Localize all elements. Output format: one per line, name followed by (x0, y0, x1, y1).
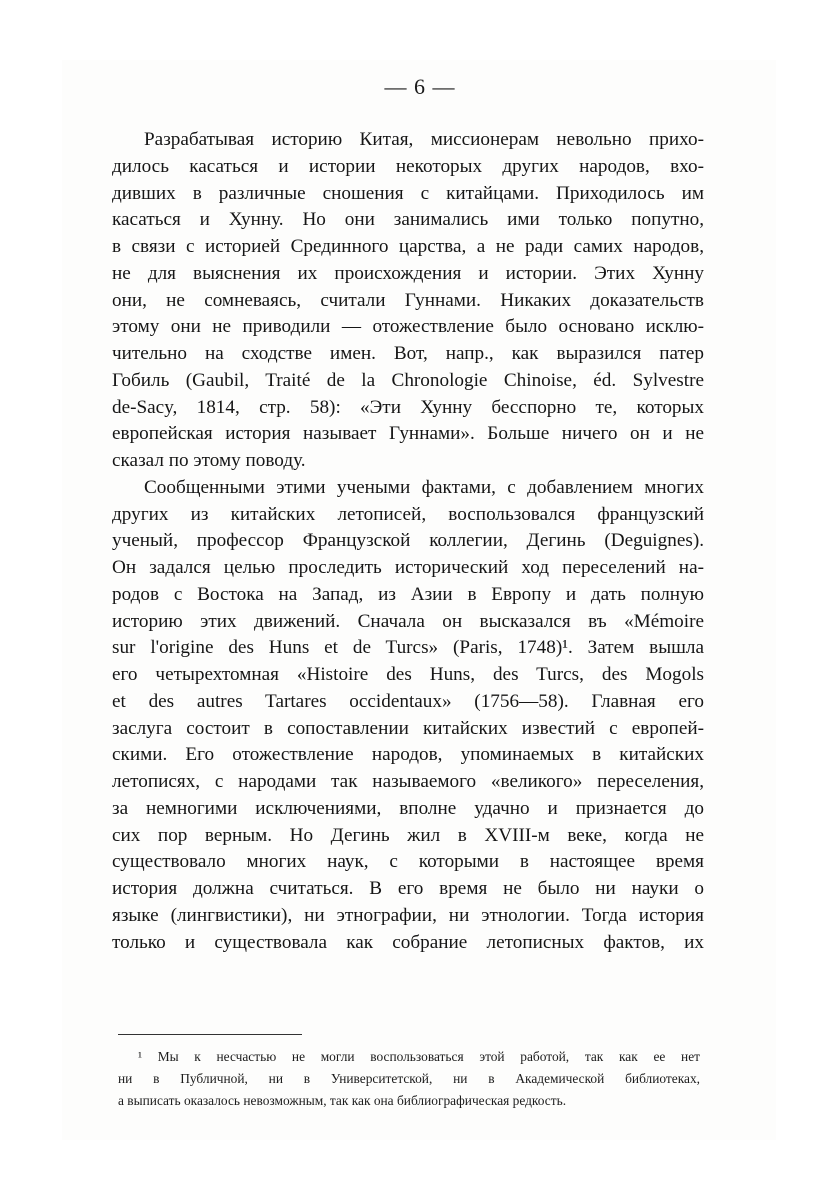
paragraph-2-line-18: только и существовала как собрание летописных фактов, их (112, 931, 704, 953)
paragraph-1-line-10: Гобиль (Gaubil, Traité de la Chronologie Chinoise, éd. Sylvestre (112, 369, 704, 391)
paragraph-1-line-3: дивших в различные сношения с китайцами. Приходилось им (112, 182, 704, 204)
paragraph-2-line-15: существовало многих наук, с которыми в настоящее время (112, 851, 704, 873)
paragraph-1-line-7: они, не сомневаясь, считали Гуннами. Никаких доказательств (112, 289, 704, 311)
paragraph-2-line-14: сих пор верным. Но Дегинь жил в XVIII-м веке, когда не (112, 824, 704, 846)
paragraph-2-line-13: за немногими исключениями, вполне удачно и признается до (112, 797, 704, 819)
paragraph-2-line-10: заслуга состоит в сопоставлении китайских известий с европей- (112, 717, 704, 739)
paragraph-2-line-17: языке (лингвистики), ни этнографии, ни этнологии. Тогда история (112, 904, 704, 926)
paragraph-1-line-5: в связи с историей Срединного царства, а не ради самих народов, (112, 236, 704, 257)
paragraph-2-line-3: ученый, профессор Французской коллегии, Дегинь (Deguignes). (112, 530, 704, 552)
footnote-line-2: ни в Публичной, ни в Университетской, ни в Академической библиотеках, (118, 1071, 700, 1086)
paragraph-1-line-11: de-Sacy, 1814, стр. 58): «Эти Хунну бесспорно те, которых (112, 396, 704, 418)
paragraph-2-line-7: sur l'origine des Huns et de Turcs» (Paris, 1748)¹. Затем вышла (112, 637, 704, 659)
paragraph-1-line-4: касаться и Хунну. Но они занимались ими только попутно, (112, 209, 704, 231)
paragraph-2-line-1: Сообщенными этими учеными фактами, с добавлением многих (144, 476, 704, 498)
page-number: — 6 — (384, 74, 456, 99)
paragraph-1-line-1: Разрабатывая историю Китая, миссионерам невольно прихо- (144, 129, 704, 150)
paragraph-2-line-8: его четырехтомная «Histoire des Huns, des Turcs, des Mogols (112, 664, 704, 685)
paragraph-1-line-2: дилось касаться и истории некоторых других народов, вхо- (112, 155, 704, 177)
footnote-line-1: ¹ Мы к несчастью не могли воспользоваться этой работой, так как ее нет (138, 1049, 700, 1064)
body-text (112, 127, 704, 956)
paragraph-1-line-8: этому они не приводили — отожествление было основано исклю- (112, 316, 704, 338)
paragraph-2-line-2: других из китайских летописей, воспользовался французский (112, 503, 704, 525)
footnote-divider (118, 1034, 302, 1035)
paragraph-2-line-12: летописях, с народами так называемого «великого» переселения, (112, 771, 704, 792)
paragraph-2-line-16: история должна считаться. В его время не было ни науки о (112, 878, 704, 899)
footnote (118, 1046, 700, 1112)
paragraph-1-line-13: сказал по этому поводу. (112, 450, 306, 471)
paragraph-2-line-6: историю этих движений. Сначала он высказался въ «Mémoire (112, 610, 704, 632)
paragraph-1-line-6: не для выяснения их происхождения и истории. Этих Хунну (112, 262, 704, 284)
paragraph-2-line-4: Он задался целью проследить исторический ход переселений на- (112, 557, 704, 578)
paragraph-2-line-9: et des autres Tartares occidentaux» (1756—58). Главная его (112, 690, 704, 712)
paragraph-2-line-11: скими. Его отожествление народов, упоминаемых в китайских (112, 744, 704, 766)
paragraph-2-line-5: родов с Востока на Запад, из Азии в Европу и дать полную (112, 583, 704, 605)
paragraph-1-line-9: чительно на сходстве имен. Вот, напр., как выразился патер (112, 343, 704, 364)
footnote-line-3: а выписать оказалось невозможным, так как она библиографическая редкость. (118, 1093, 567, 1108)
paragraph-1-line-12: европейская история называет Гуннами». Больше ничего он и не (112, 423, 704, 445)
